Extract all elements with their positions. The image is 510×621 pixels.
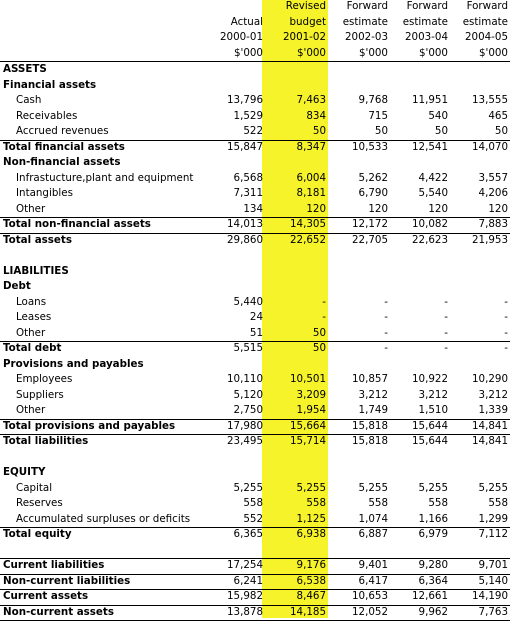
table-row bbox=[0, 78, 510, 94]
cell-actual-2000-01: 17,980 bbox=[226, 419, 263, 432]
cell-estimate-2004-05: - bbox=[504, 342, 508, 354]
row-label: ASSETS bbox=[3, 63, 47, 75]
cell-estimate-2004-05: 7,883 bbox=[478, 218, 508, 230]
table-row bbox=[0, 496, 510, 512]
cell-estimate-2004-05: 7,763 bbox=[478, 605, 508, 618]
table-row bbox=[0, 248, 510, 264]
cell-actual-2000-01: 14,013 bbox=[226, 218, 263, 230]
cell-estimate-2004-05: 10,290 bbox=[471, 373, 508, 385]
cell-estimate-2003-04: 15,644 bbox=[411, 435, 448, 447]
cell-estimate-2002-03: 9,768 bbox=[358, 94, 388, 106]
cell-estimate-2003-04: 9,962 bbox=[418, 605, 448, 618]
row-label: Other bbox=[16, 202, 46, 215]
cell-estimate-2004-05: 14,070 bbox=[471, 140, 508, 153]
total-rule bbox=[0, 605, 510, 606]
row-label: Suppliers bbox=[16, 388, 64, 401]
cell-revised-budget-2001-02: 6,004 bbox=[296, 171, 326, 184]
cell-estimate-2004-05: 13,555 bbox=[471, 94, 508, 106]
row-label: Reserves bbox=[16, 497, 63, 509]
cell-actual-2000-01: 29,860 bbox=[226, 233, 263, 246]
cell-revised-budget-2001-02: 14,305 bbox=[289, 218, 326, 230]
cell-estimate-2003-04: - bbox=[444, 326, 448, 339]
cell-estimate-2004-05: 4,206 bbox=[478, 187, 508, 199]
cell-estimate-2003-04: 10,082 bbox=[411, 218, 448, 230]
header-revised-budget-2001-02: 2001-02 bbox=[282, 31, 326, 43]
cell-estimate-2002-03: 120 bbox=[368, 202, 388, 215]
cell-estimate-2004-05: 14,190 bbox=[471, 590, 508, 602]
row-label: EQUITY bbox=[3, 466, 46, 478]
cell-revised-budget-2001-02: 6,938 bbox=[296, 528, 326, 540]
cell-revised-budget-2001-02: 50 bbox=[312, 342, 326, 354]
table-row bbox=[0, 589, 510, 605]
cell-estimate-2004-05: 21,953 bbox=[471, 233, 508, 246]
cell-revised-budget-2001-02: 558 bbox=[306, 497, 326, 509]
cell-actual-2000-01: 5,440 bbox=[233, 295, 263, 308]
row-label: Non-current liabilities bbox=[3, 574, 131, 587]
row-label: Accumulated surpluses or deficits bbox=[16, 512, 191, 525]
row-label: Non-financial assets bbox=[3, 156, 121, 168]
cell-actual-2000-01: 2,750 bbox=[233, 404, 263, 416]
row-label: Other bbox=[16, 404, 46, 416]
cell-estimate-2004-05: 3,212 bbox=[478, 388, 508, 401]
cell-estimate-2002-03: - bbox=[384, 326, 388, 339]
cell-revised-budget-2001-02: 8,347 bbox=[296, 140, 326, 153]
cell-actual-2000-01: 522 bbox=[243, 125, 263, 137]
cell-revised-budget-2001-02: 6,538 bbox=[296, 574, 326, 587]
header-estimate-2002-03: Forward bbox=[346, 0, 388, 12]
row-label: Leases bbox=[16, 311, 52, 323]
cell-estimate-2004-05: 5,255 bbox=[478, 481, 508, 494]
cell-estimate-2004-05: 465 bbox=[488, 109, 508, 122]
cell-estimate-2003-04: - bbox=[444, 311, 448, 323]
cell-revised-budget-2001-02: 9,176 bbox=[296, 559, 326, 571]
cell-estimate-2002-03: 3,212 bbox=[358, 388, 388, 401]
cell-actual-2000-01: 15,847 bbox=[226, 140, 263, 153]
cell-estimate-2002-03: 15,818 bbox=[351, 419, 388, 432]
cell-revised-budget-2001-02: 834 bbox=[306, 109, 326, 122]
table-row bbox=[0, 357, 510, 373]
cell-estimate-2004-05: 120 bbox=[488, 202, 508, 215]
cell-estimate-2002-03: 5,255 bbox=[358, 481, 388, 494]
row-label: Total non-financial assets bbox=[3, 218, 151, 230]
total-rule bbox=[0, 434, 510, 435]
header-actual-2000-01: $'000 bbox=[233, 46, 263, 59]
cell-actual-2000-01: 13,878 bbox=[226, 605, 263, 618]
cell-estimate-2002-03: 12,172 bbox=[351, 218, 388, 230]
cell-estimate-2004-05: 9,701 bbox=[478, 559, 508, 571]
table-row bbox=[0, 155, 510, 171]
table-row bbox=[0, 279, 510, 295]
cell-estimate-2002-03: 22,705 bbox=[351, 233, 388, 246]
cell-revised-budget-2001-02: 120 bbox=[306, 202, 326, 215]
row-label: Total provisions and payables bbox=[3, 419, 176, 432]
total-rule bbox=[0, 217, 510, 218]
cell-revised-budget-2001-02: 50 bbox=[312, 326, 326, 339]
cell-estimate-2003-04: 22,623 bbox=[411, 233, 448, 246]
cell-estimate-2003-04: 120 bbox=[428, 202, 448, 215]
row-label: LIABILITIES bbox=[3, 264, 69, 277]
row-label: Current liabilities bbox=[3, 559, 105, 571]
total-rule bbox=[0, 341, 510, 342]
row-label: Non-current assets bbox=[3, 605, 114, 618]
table-row bbox=[0, 202, 510, 218]
row-label: Total equity bbox=[3, 528, 72, 540]
cell-revised-budget-2001-02: 7,463 bbox=[296, 94, 326, 106]
cell-estimate-2003-04: 3,212 bbox=[418, 388, 448, 401]
header-estimate-2004-05: $'000 bbox=[478, 46, 508, 59]
cell-estimate-2003-04: 15,644 bbox=[411, 419, 448, 432]
table-row bbox=[0, 171, 510, 187]
cell-estimate-2004-05: 50 bbox=[494, 125, 508, 137]
table-row bbox=[0, 403, 510, 419]
cell-actual-2000-01: 51 bbox=[249, 326, 263, 339]
total-rule bbox=[0, 140, 510, 141]
table-row bbox=[0, 310, 510, 326]
cell-estimate-2004-05: 14,841 bbox=[471, 435, 508, 447]
cell-estimate-2004-05: 5,140 bbox=[478, 574, 508, 587]
cell-estimate-2002-03: 10,857 bbox=[351, 373, 388, 385]
cell-estimate-2003-04: 12,541 bbox=[411, 140, 448, 153]
row-label: Total assets bbox=[3, 233, 72, 246]
table-row bbox=[0, 481, 510, 497]
table-row bbox=[0, 512, 510, 528]
header-actual-2000-01: 2000-01 bbox=[219, 31, 263, 43]
cell-estimate-2003-04: 1,510 bbox=[418, 404, 448, 416]
cell-estimate-2002-03: 6,887 bbox=[358, 528, 388, 540]
cell-revised-budget-2001-02: 15,714 bbox=[289, 435, 326, 447]
row-label: Provisions and payables bbox=[3, 357, 144, 370]
header-revised-budget-2001-02: $'000 bbox=[296, 46, 326, 59]
header-estimate-2004-05: estimate bbox=[462, 15, 508, 28]
cell-revised-budget-2001-02: 3,209 bbox=[296, 388, 326, 401]
row-label: Capital bbox=[16, 481, 53, 494]
cell-estimate-2004-05: 558 bbox=[488, 497, 508, 509]
cell-estimate-2002-03: 50 bbox=[374, 125, 388, 137]
cell-actual-2000-01: 6,568 bbox=[233, 171, 263, 184]
cell-actual-2000-01: 7,311 bbox=[233, 187, 263, 199]
total-rule bbox=[0, 527, 510, 528]
table-row bbox=[0, 264, 510, 280]
table-row bbox=[0, 93, 510, 109]
row-label: Accrued revenues bbox=[16, 125, 109, 137]
cell-actual-2000-01: 10,110 bbox=[226, 373, 263, 385]
cell-revised-budget-2001-02: 8,467 bbox=[296, 590, 326, 602]
table-row bbox=[0, 388, 510, 404]
cell-estimate-2004-05: - bbox=[504, 295, 508, 308]
header-estimate-2002-03: $'000 bbox=[358, 46, 388, 59]
table-row bbox=[0, 233, 510, 249]
cell-revised-budget-2001-02: 1,954 bbox=[296, 404, 326, 416]
table-row bbox=[0, 140, 510, 156]
cell-estimate-2002-03: 5,262 bbox=[358, 171, 388, 184]
table-row bbox=[0, 574, 510, 590]
cell-estimate-2004-05: 14,841 bbox=[471, 419, 508, 432]
cell-estimate-2002-03: 12,052 bbox=[351, 605, 388, 618]
header-estimate-2003-04: Forward bbox=[406, 0, 448, 12]
cell-revised-budget-2001-02: - bbox=[322, 311, 326, 323]
cell-estimate-2003-04: 12,661 bbox=[411, 590, 448, 602]
table-row bbox=[0, 558, 510, 574]
cell-estimate-2002-03: 1,749 bbox=[358, 404, 388, 416]
cell-actual-2000-01: 5,120 bbox=[233, 388, 263, 401]
cell-revised-budget-2001-02: 22,652 bbox=[289, 233, 326, 246]
header-revised-budget-2001-02: Revised bbox=[285, 0, 326, 12]
row-label: Total financial assets bbox=[3, 140, 125, 153]
cell-estimate-2003-04: 50 bbox=[434, 125, 448, 137]
total-rule bbox=[0, 233, 510, 234]
cell-actual-2000-01: 6,241 bbox=[233, 574, 263, 587]
total-rule bbox=[0, 574, 510, 575]
table-row bbox=[0, 109, 510, 125]
cell-actual-2000-01: 558 bbox=[243, 497, 263, 509]
cell-revised-budget-2001-02: 8,181 bbox=[296, 187, 326, 199]
row-label: Other bbox=[16, 326, 46, 339]
table-row bbox=[0, 419, 510, 435]
cell-estimate-2003-04: - bbox=[444, 342, 448, 354]
cell-estimate-2004-05: 7,112 bbox=[478, 528, 508, 540]
row-label: Current assets bbox=[3, 590, 89, 602]
header-estimate-2003-04: 2003-04 bbox=[404, 31, 448, 43]
cell-actual-2000-01: 5,255 bbox=[233, 481, 263, 494]
header-estimate-2004-05: Forward bbox=[466, 0, 508, 12]
cell-estimate-2004-05: - bbox=[504, 311, 508, 323]
cell-actual-2000-01: 5,515 bbox=[233, 342, 263, 354]
row-label: Cash bbox=[16, 94, 42, 106]
row-label: Infrastucture,plant and equipment bbox=[16, 171, 194, 184]
cell-revised-budget-2001-02: 50 bbox=[312, 125, 326, 137]
cell-actual-2000-01: 552 bbox=[243, 512, 263, 525]
row-label: Total debt bbox=[3, 342, 62, 354]
cell-actual-2000-01: 13,796 bbox=[226, 94, 263, 106]
cell-estimate-2002-03: 9,401 bbox=[358, 559, 388, 571]
header-estimate-2002-03: estimate bbox=[342, 15, 388, 28]
header-estimate-2003-04: $'000 bbox=[418, 46, 448, 59]
table-row bbox=[0, 186, 510, 202]
cell-estimate-2003-04: 5,255 bbox=[418, 481, 448, 494]
cell-revised-budget-2001-02: 15,664 bbox=[289, 419, 326, 432]
cell-estimate-2004-05: 3,557 bbox=[478, 171, 508, 184]
header-actual-2000-01: Actual bbox=[230, 15, 263, 28]
table-row bbox=[0, 62, 510, 78]
cell-estimate-2002-03: - bbox=[384, 342, 388, 354]
cell-estimate-2003-04: 1,166 bbox=[418, 512, 448, 525]
table-row bbox=[0, 124, 510, 140]
cell-estimate-2003-04: - bbox=[444, 295, 448, 308]
cell-estimate-2003-04: 6,364 bbox=[418, 574, 448, 587]
table-row bbox=[0, 450, 510, 466]
cell-estimate-2002-03: 10,653 bbox=[351, 590, 388, 602]
header-estimate-2003-04: estimate bbox=[402, 15, 448, 28]
total-rule bbox=[0, 419, 510, 420]
cell-revised-budget-2001-02: 10,501 bbox=[289, 373, 326, 385]
cell-estimate-2002-03: - bbox=[384, 295, 388, 308]
table-row bbox=[0, 341, 510, 357]
cell-estimate-2003-04: 558 bbox=[428, 497, 448, 509]
table-row bbox=[0, 295, 510, 311]
cell-actual-2000-01: 17,254 bbox=[226, 559, 263, 571]
cell-estimate-2002-03: 6,417 bbox=[358, 574, 388, 587]
row-label: Receivables bbox=[16, 109, 78, 122]
table-row bbox=[0, 217, 510, 233]
header-revised-budget-2001-02: budget bbox=[289, 15, 326, 28]
table-row bbox=[0, 434, 510, 450]
row-label: Employees bbox=[16, 373, 73, 385]
cell-estimate-2003-04: 10,922 bbox=[411, 373, 448, 385]
cell-estimate-2002-03: 1,074 bbox=[358, 512, 388, 525]
header-estimate-2004-05: 2004-05 bbox=[464, 31, 508, 43]
table-row bbox=[0, 465, 510, 481]
table-row bbox=[0, 372, 510, 388]
header-estimate-2002-03: 2002-03 bbox=[344, 31, 388, 43]
cell-estimate-2004-05: 1,339 bbox=[478, 404, 508, 416]
cell-actual-2000-01: 134 bbox=[243, 202, 263, 215]
cell-actual-2000-01: 15,982 bbox=[226, 590, 263, 602]
cell-estimate-2003-04: 540 bbox=[428, 109, 448, 122]
cell-estimate-2002-03: 715 bbox=[368, 109, 388, 122]
cell-estimate-2003-04: 6,979 bbox=[418, 528, 448, 540]
total-rule bbox=[0, 589, 510, 590]
cell-actual-2000-01: 23,495 bbox=[226, 435, 263, 447]
row-label: Total liabilities bbox=[3, 435, 89, 447]
cell-estimate-2003-04: 11,951 bbox=[411, 94, 448, 106]
cell-estimate-2003-04: 5,540 bbox=[418, 187, 448, 199]
total-rule bbox=[0, 558, 510, 559]
cell-actual-2000-01: 24 bbox=[249, 311, 263, 323]
cell-estimate-2002-03: 6,790 bbox=[358, 187, 388, 199]
cell-estimate-2003-04: 4,422 bbox=[418, 171, 448, 184]
cell-estimate-2002-03: 15,818 bbox=[351, 435, 388, 447]
table-row bbox=[0, 527, 510, 543]
row-label: Debt bbox=[3, 280, 31, 292]
cell-actual-2000-01: 1,529 bbox=[233, 109, 263, 122]
cell-revised-budget-2001-02: 14,185 bbox=[289, 605, 326, 618]
table-row bbox=[0, 326, 510, 342]
cell-estimate-2002-03: - bbox=[384, 311, 388, 323]
row-label: Loans bbox=[16, 295, 47, 308]
cell-revised-budget-2001-02: - bbox=[322, 295, 326, 308]
cell-estimate-2004-05: - bbox=[504, 326, 508, 339]
cell-estimate-2003-04: 9,280 bbox=[418, 559, 448, 571]
cell-estimate-2002-03: 10,533 bbox=[351, 140, 388, 153]
cell-estimate-2002-03: 558 bbox=[368, 497, 388, 509]
row-label: Intangibles bbox=[16, 187, 73, 199]
cell-actual-2000-01: 6,365 bbox=[233, 528, 263, 540]
cell-revised-budget-2001-02: 1,125 bbox=[296, 512, 326, 525]
cell-revised-budget-2001-02: 5,255 bbox=[296, 481, 326, 494]
table-row bbox=[0, 543, 510, 559]
cell-estimate-2004-05: 1,299 bbox=[478, 512, 508, 525]
row-label: Financial assets bbox=[3, 78, 97, 91]
